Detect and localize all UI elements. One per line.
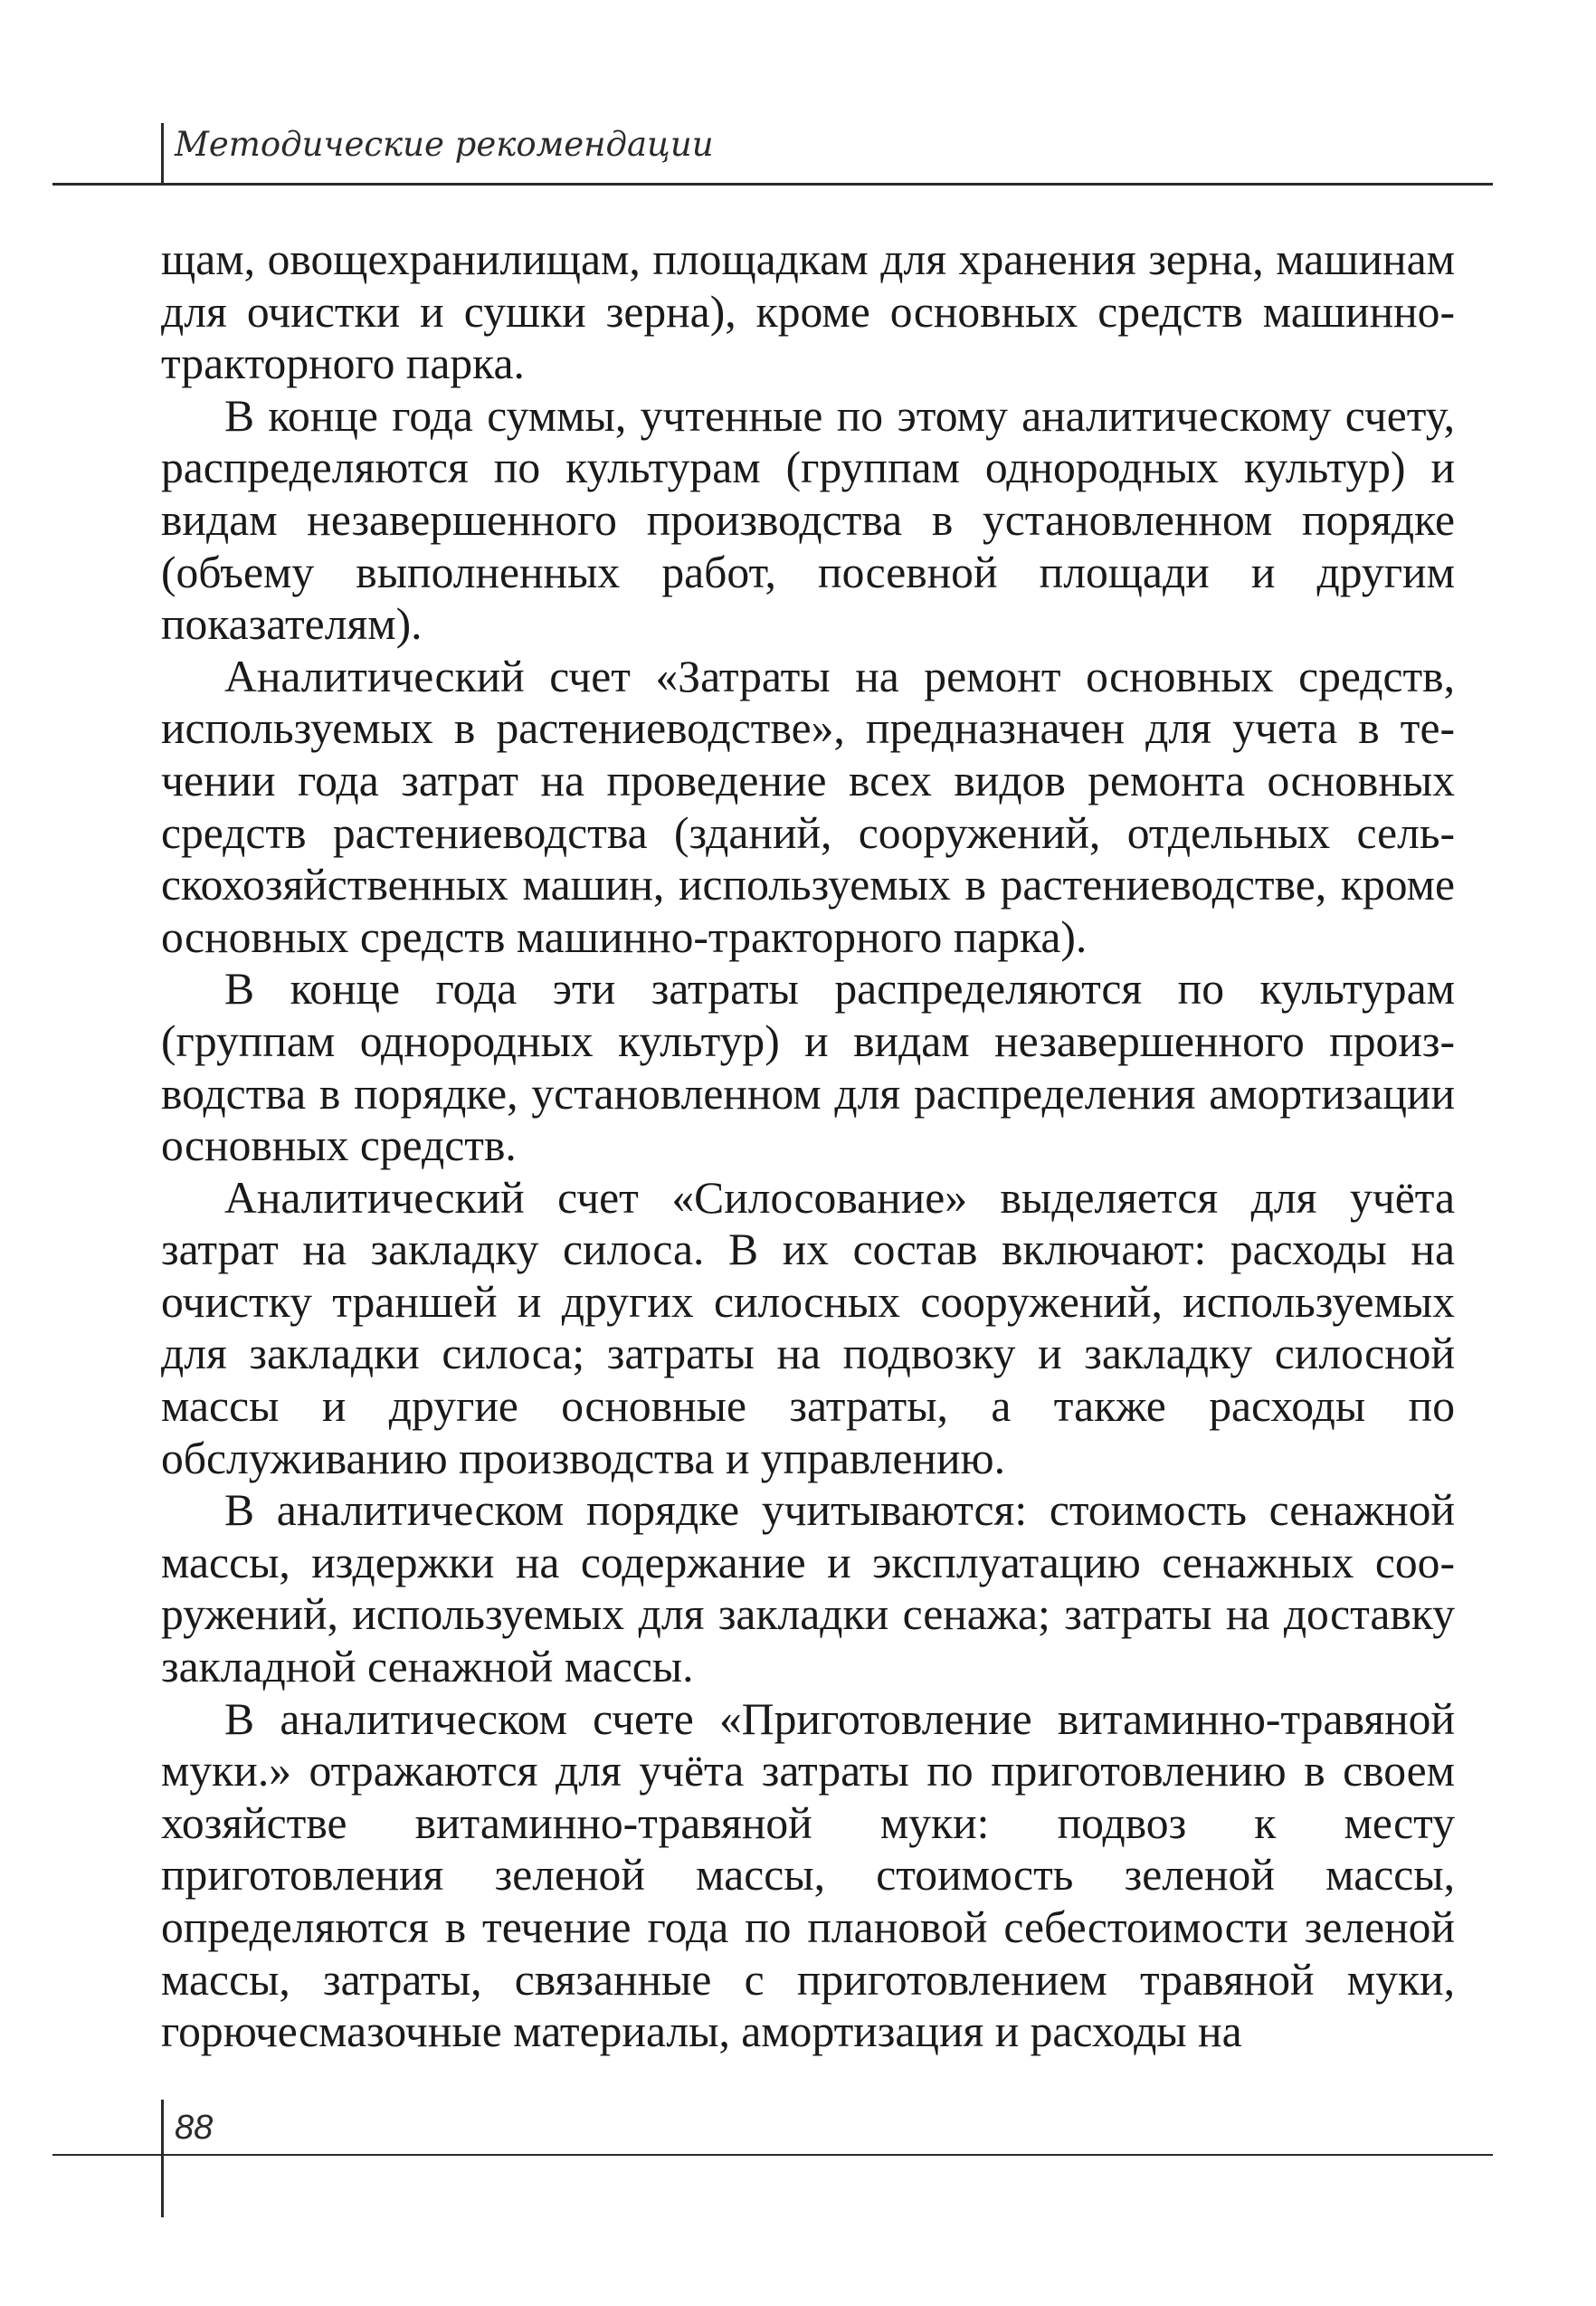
paragraph: Аналитический счет «Силосование» выделяется для учёта затрат на закладку силоса. В их состав включают: расходы на очистку траншей и других силосных сооружений, используемых для закладки силоса; затраты на подвозку и закладку силосной массы и другие основные затраты, а также расходы по обслуживанию производства и управлению.	[161, 1172, 1455, 1483]
header-vertical-rule	[161, 123, 164, 183]
footer-horizontal-rule	[52, 2154, 1493, 2156]
paragraph: В конце года суммы, учтенные по этому аналитическому счету, распределяются по культурам (группам однородных культур) и видам незавершенного производства в установленном порядке (объему выполненных работ, посевной площади и другим показателям).	[161, 390, 1455, 650]
header-horizontal-rule	[52, 183, 1493, 186]
page-number: 88	[175, 2109, 214, 2147]
body-text	[161, 233, 1455, 2058]
paragraph: В аналитическом порядке учитываются: стоимость сенажной массы, издержки на содержание и эксплуатацию сенажных сооружений, используемых для закладки сенажа; затраты на доставку закладной сенажной массы.	[161, 1485, 1455, 1692]
paragraph: Аналитический счет «Затраты на ремонт основных средств, используемых в растениеводстве», предназначен для учета в течении года затрат на проведение всех видов ремонта основных средств растениеводства (зданий, сооружений, отдельных сельскохозяйственных машин, используемых в растениеводстве, кроме основных средств машинно-тракторного парка).	[161, 651, 1455, 962]
footer-vertical-rule	[161, 2100, 164, 2217]
paragraph: В аналитическом счете «Приготовление витаминно-травяной муки.» отражаются для учёта затраты по приготовлению в своем хозяйстве витаминно-травяной муки: подвоз к месту приготовления зеленой массы, стоимость зеленой массы, определяются в течение года по плановой себестоимости зеленой массы, затраты, связанные с приготовлением травяной муки, горючесмазочные материалы, амортизация и расходы на	[161, 1693, 1455, 2057]
paragraph: В конце года эти затраты распределяются по культурам (группам однородных культур) и видам незавершенного производства в порядке, установленном для распределения амортизации основных средств.	[161, 964, 1455, 1171]
paragraph: щам, овощехранилищам, площадкам для хранения зерна, машинам для очистки и сушки зерна), кроме основных средств машинно-тракторного парка.	[161, 234, 1455, 389]
running-header: Методические рекомендации	[175, 125, 714, 164]
